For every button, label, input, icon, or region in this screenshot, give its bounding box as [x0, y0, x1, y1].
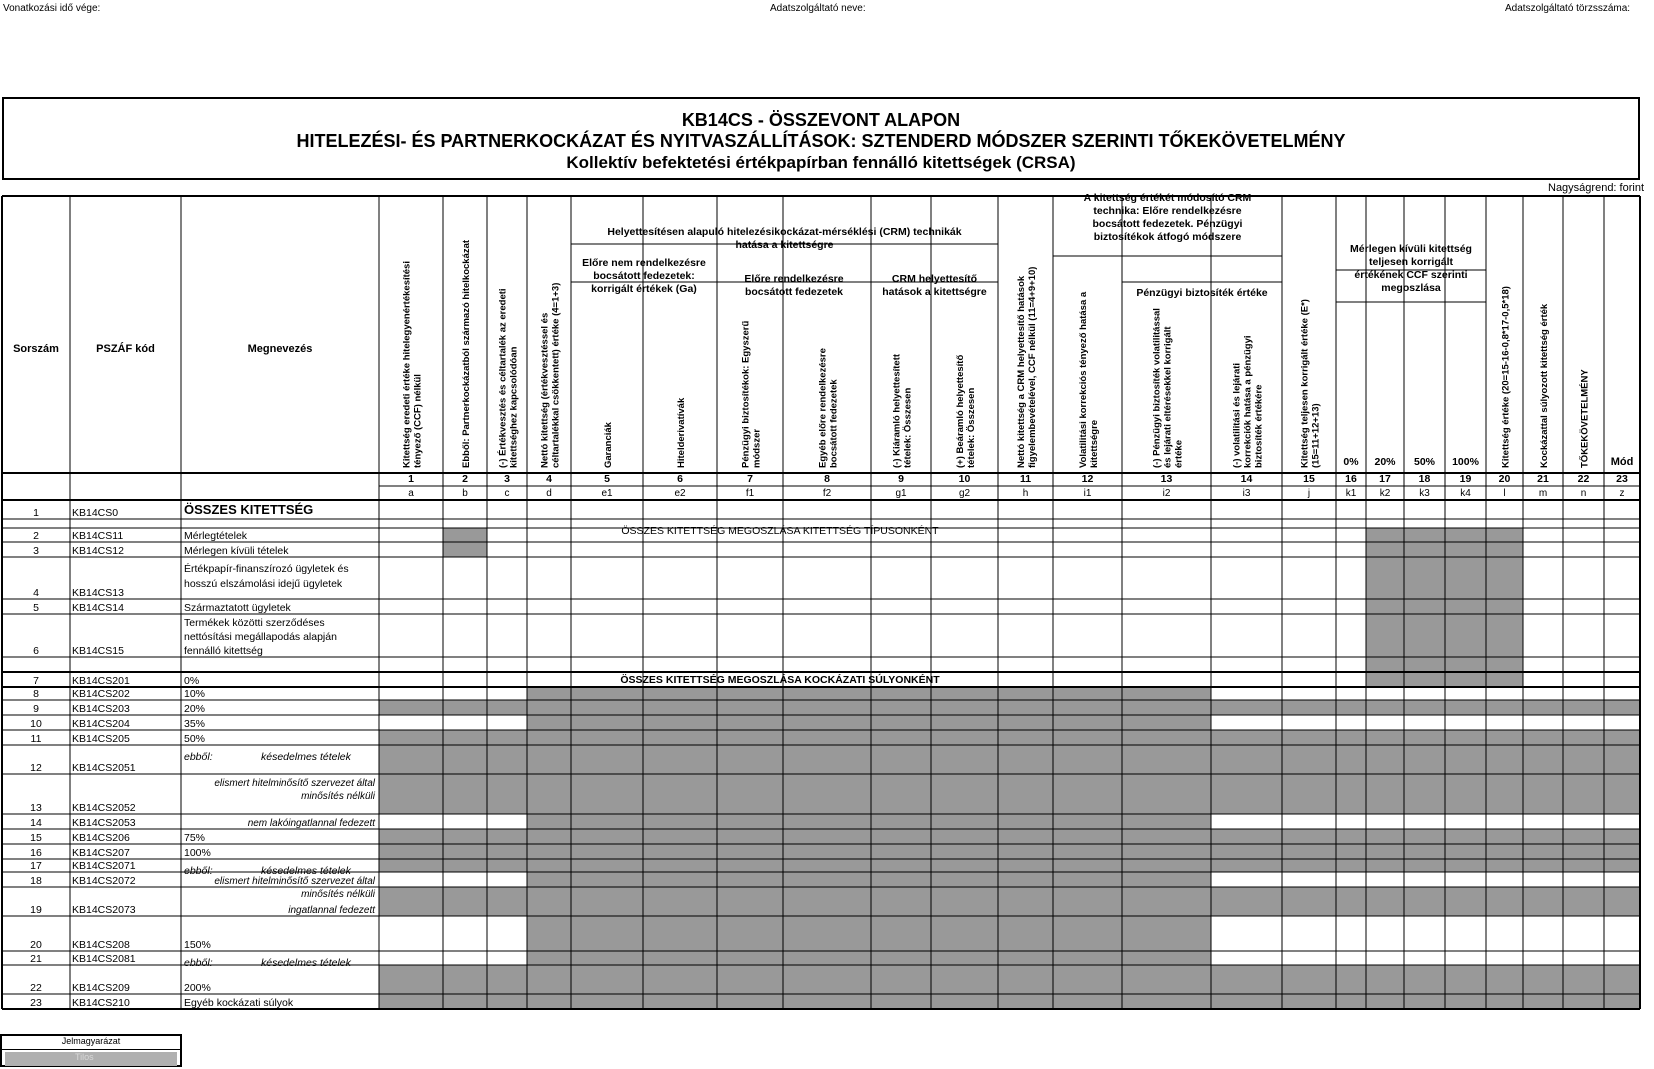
name-header: Megnevezés [247, 343, 313, 355]
row-code: KB14CS2052 [72, 802, 136, 814]
row-number: 7 [33, 675, 39, 687]
row-number: 11 [30, 733, 42, 745]
shaded-cell [379, 730, 571, 814]
group-header-unfunded: korrigált értékek (Ga) [591, 283, 697, 295]
report-code-title: KB14CS - ÖSSZEVONT ALAPON [681, 110, 961, 130]
row-code: KB14CS207 [72, 847, 130, 859]
row-name: késedelmes tételek [261, 751, 351, 763]
shaded-cell [1211, 730, 1640, 814]
vertical-header: Hitelderivatívák [676, 397, 687, 468]
section-by-weight: ÖSSZES KITETTSÉG MEGOSZLÁSA KOCKÁZATI SÚLYONKÉNT [620, 674, 940, 686]
column-number: 7 [747, 473, 753, 485]
group-header-funded: Előre rendelkezésre [744, 273, 844, 285]
row-name: nettósítási megállapodás alapján [184, 631, 337, 643]
legend-box [0, 1034, 182, 1067]
column-number: 18 [1418, 473, 1431, 485]
vertical-header: Kitettség értéke (20=15-16-0,8*17-0,5*18) [1500, 286, 1512, 468]
row-code: KB14CS205 [72, 733, 130, 745]
group-header-funded: bocsátott fedezetek [744, 286, 844, 298]
pct-header: 100% [1452, 456, 1479, 468]
column-letter: n [1580, 488, 1587, 499]
row-name: Egyéb kockázati súlyok [184, 997, 294, 1009]
row-number: 18 [30, 875, 42, 887]
code-header: PSZÁF kód [96, 343, 155, 355]
row-number: 10 [30, 718, 42, 730]
row-name: nem lakóingatlannal fedezett [247, 818, 375, 829]
row-name: 0% [184, 675, 200, 687]
vertical-header: TŐKEKÖVETELMÉNY [1579, 369, 1591, 468]
row-code: KB14CS206 [72, 832, 130, 844]
row-name: 150% [184, 939, 211, 951]
column-number: 17 [1379, 473, 1391, 485]
row-name: minősítés nélküli [301, 889, 375, 900]
vertical-header: Garanciák [603, 422, 614, 468]
vertical-header: (+) Beáramló helyettesítő [955, 354, 966, 468]
period-end-label: Vonatkozási idő vége: [3, 3, 101, 14]
report-subtitle: Kollektív befektetési értékpapírban fennálló kitettségek (CRSA) [566, 153, 1076, 172]
column-number: 1 [408, 473, 414, 485]
group-header-fin-collateral: Pénzügyi biztosíték értéke [1136, 287, 1268, 299]
row-code: KB14CS11 [72, 530, 124, 542]
vertical-header: Kitettség eredeti értéke hitelegyenértékesítési [401, 261, 413, 468]
row-name: 35% [184, 718, 206, 730]
shaded-cell [379, 700, 571, 715]
vertical-header: kitettségre [1089, 419, 1100, 468]
shaded-cell [1211, 700, 1640, 715]
shaded-cell [1211, 829, 1640, 872]
column-number: 11 [1019, 473, 1032, 485]
group-header-crm-effects: CRM helyettesítő [891, 273, 978, 285]
row-code: KB14CS209 [72, 982, 130, 994]
row-prefix: ebből: [184, 957, 213, 969]
column-letter: j [1307, 488, 1311, 499]
row-name: minősítés nélküli [301, 791, 375, 802]
vertical-header: értéke [1173, 440, 1185, 468]
row-number: 5 [33, 602, 39, 614]
vertical-header: Nettó kitettség (értékvesztéssel és [539, 312, 551, 468]
row-name: Mérlegen kívüli tételek [184, 545, 289, 557]
unit-label: Nagyságrend: forint [1548, 182, 1644, 194]
row-code: KB14CS210 [72, 997, 130, 1009]
vertical-header: figyelembevételével, CCF nélkül (11=4+9+10) [1027, 266, 1038, 468]
row-number: 8 [33, 688, 39, 700]
legend-shaded-swatch: Tilos [5, 1052, 177, 1066]
row-number: 6 [33, 645, 39, 657]
column-letter: e2 [674, 488, 686, 499]
vertical-header: tételek: Összesen [902, 387, 914, 468]
row-code: KB14CS202 [72, 688, 130, 700]
column-number: 23 [1616, 473, 1628, 485]
column-number: 4 [546, 473, 552, 485]
row-name: 50% [184, 733, 206, 745]
vertical-header: tételek: Összesen [966, 387, 977, 468]
column-letter: a [408, 488, 414, 499]
column-number: 5 [604, 473, 610, 485]
shaded-cell [487, 994, 527, 1009]
group-header-off-balance: megoszlása [1381, 282, 1441, 294]
vertical-header: Egyéb előre rendelkezésre [817, 348, 829, 468]
row-code: KB14CS2071 [72, 860, 136, 872]
row-prefix: ebből: [184, 865, 213, 877]
column-number: 2 [462, 473, 468, 485]
column-letter: k2 [1379, 488, 1391, 499]
row-code: KB14CS2051 [72, 762, 136, 774]
vertical-header: Kitettség teljesen korrigált értéke (E*) [1299, 299, 1311, 468]
row-number: 15 [30, 832, 42, 844]
row-number: 13 [30, 802, 42, 814]
vertical-header: tényező (CCF) nélkül [412, 374, 424, 468]
group-header-crm-tech: A kitettség értékét módosító CRM [1083, 192, 1252, 204]
column-letter: l [1503, 488, 1506, 499]
group-header-crm-effects: hatások a kitettségre [882, 286, 987, 298]
vertical-header: korrekciók hatása a pénzügyi [1242, 335, 1254, 468]
column-letter: m [1538, 488, 1548, 499]
column-letter: i3 [1242, 488, 1251, 499]
row-name: ingatlannal fedezett [288, 905, 375, 916]
group-header-unfunded: bocsátott fedezetek: [593, 270, 695, 282]
vertical-header: Kockázattal súlyozott kitettség érték [1539, 303, 1550, 468]
group-header-off-balance: értékének CCF szerinti [1354, 269, 1468, 281]
row-number: 16 [30, 847, 42, 859]
row-code: KB14CS12 [72, 545, 124, 557]
column-letter: z [1619, 488, 1625, 499]
shaded-cell [1211, 965, 1640, 1009]
row-number: 12 [30, 762, 42, 774]
shaded-cell [379, 994, 443, 1009]
column-letter: i2 [1162, 488, 1171, 499]
column-number: 15 [1303, 473, 1315, 485]
group-header-unfunded: Előre nem rendelkezésre [582, 257, 706, 269]
row-name: Mérlegtételek [184, 530, 248, 542]
row-name: elismert hitelminősítő szervezet által [214, 778, 375, 789]
column-number: 12 [1081, 473, 1094, 485]
column-number: 10 [958, 473, 971, 485]
row-name: Termékek közötti szerződéses [184, 617, 325, 629]
group-header-crm: Helyettesítésen alapuló hitelezésikockázat-mérséklési (CRM) technikák [607, 226, 962, 238]
vertical-header: Pénzügyi biztosítékok: Egyszerű [740, 320, 752, 468]
row-name: késedelmes tételek [261, 865, 351, 877]
row-number: 1 [33, 507, 39, 519]
column-number: 19 [1459, 473, 1472, 485]
row-number: 23 [30, 997, 42, 1009]
pct-header: 0% [1343, 456, 1359, 468]
group-header-off-balance: Mérlegen kívüli kitettség [1350, 243, 1472, 255]
column-number: 3 [504, 473, 510, 485]
column-number: 21 [1537, 473, 1549, 485]
row-prefix: ebből: [184, 751, 213, 763]
row-name: 100% [184, 847, 211, 859]
vertical-header: (-) Kiáramló helyettesített [891, 353, 903, 468]
vertical-header: Volatilitási korrekciós tényező hatása a [1078, 291, 1089, 468]
column-letter: g1 [895, 488, 907, 499]
group-header-crm: hatása a kitettségre [735, 239, 834, 251]
vertical-header: biztosíték értékére [1253, 384, 1265, 468]
row-number: 14 [30, 817, 42, 829]
vertical-header: (-) Értékvesztés és céltartalék az eredeti [497, 288, 509, 468]
row-number: 4 [33, 587, 39, 599]
column-letter: e1 [601, 488, 613, 499]
column-number: 13 [1160, 473, 1173, 485]
pct-header: 50% [1413, 456, 1436, 468]
section-by-type: ÖSSZES KITETTSÉG MEGOSZLÁSA KITETTSÉG TÍPUSONKÉNT [621, 525, 939, 537]
column-letter: c [504, 488, 510, 499]
row-number: 3 [33, 545, 39, 557]
column-letter: i1 [1083, 488, 1092, 499]
vertical-header: kitettséghez kapcsolódóan [508, 346, 520, 468]
legend-title: Jelmagyarázat [2, 1036, 180, 1050]
column-number: 9 [898, 473, 904, 485]
vertical-header: (-) volatilitási és lejárati [1231, 362, 1243, 468]
shaded-cell [379, 887, 571, 916]
group-header-off-balance: teljesen korrigált [1368, 256, 1454, 268]
row-name: 20% [184, 703, 206, 715]
row-code: KB14CS2072 [72, 875, 136, 887]
column-letter: f1 [745, 488, 755, 499]
column-letter: d [546, 488, 552, 499]
row-name: késedelmes tételek [261, 957, 351, 969]
group-header-crm-tech: bocsátott fedezetek. Pénzügyi [1092, 218, 1243, 230]
column-letter: k4 [1460, 488, 1471, 499]
vertical-header: és lejárati eltérésekkel korrigált [1162, 326, 1174, 468]
provider-name-label: Adatszolgáltató neve: [770, 3, 866, 14]
column-number: 6 [677, 473, 683, 485]
vertical-header: Ebből: Partnerkockázatból származó hitelkockázat [461, 239, 472, 468]
row-code: KB14CS2073 [72, 904, 136, 916]
vertical-header: céltartalékkal csökkentett) értéke (4=1+3) [550, 282, 562, 468]
row-name: 75% [184, 832, 206, 844]
row-code: KB14CS2053 [72, 817, 136, 829]
provider-id-label: Adatszolgáltató törzsszáma: [1505, 3, 1631, 14]
mod-header: Mód [1610, 456, 1634, 468]
shaded-cell [527, 687, 1211, 1009]
row-code: KB14CS2081 [72, 953, 136, 965]
row-name: hosszú elszámolási idejű ügyletek [184, 578, 343, 590]
row-number: 2 [33, 530, 39, 542]
row-name: fennálló kitettség [184, 645, 263, 657]
row-code: KB14CS14 [72, 602, 124, 614]
row-name: 10% [184, 688, 206, 700]
row-number: 22 [30, 982, 42, 994]
vertical-header: Nettó kitettség a CRM helyettesítő hatások [1016, 275, 1027, 468]
report-main-title: HITELEZÉSI- ÉS PARTNERKOCKÁZAT ÉS NYITVASZÁLLÍTÁSOK: SZTENDERD MÓDSZER SZERINTI TŐKEKÖVETELMÉNY [296, 131, 1346, 151]
column-letter: k1 [1345, 488, 1357, 499]
column-letter: f2 [822, 488, 832, 499]
column-number: 8 [824, 473, 830, 485]
row-number: 20 [30, 939, 42, 951]
vertical-header: módszer [751, 428, 763, 468]
vertical-header: bocsátott fedezetek [828, 379, 840, 468]
column-number: 22 [1577, 473, 1590, 485]
row-name: Értékpapír-finanszírozó ügyletek és [184, 563, 349, 575]
column-letter: g2 [958, 488, 971, 499]
row-number: 9 [33, 703, 39, 715]
row-code: KB14CS208 [72, 939, 130, 951]
group-header-crm-tech: biztosítékok átfogó módszere [1093, 231, 1242, 243]
row-code: KB14CS15 [72, 645, 124, 657]
row-code: KB14CS13 [72, 587, 124, 599]
row-code: KB14CS204 [72, 718, 130, 730]
pct-header: 20% [1374, 456, 1396, 468]
column-letter: k3 [1419, 488, 1430, 499]
row-name: elismert hitelminősítő szervezet által [214, 876, 375, 887]
vertical-header: (-) Pénzügyi biztosíték volatilitással [1151, 308, 1163, 468]
row-name: 200% [184, 982, 211, 994]
column-letter: b [462, 488, 468, 499]
shaded-cell [379, 829, 571, 872]
row-number: 17 [30, 860, 42, 872]
column-letter: h [1022, 488, 1029, 499]
vertical-header: (15=11+12+13) [1310, 403, 1322, 468]
column-number: 16 [1345, 473, 1357, 485]
row-name: ÖSSZES KITETTSÉG [184, 502, 314, 517]
row-code: KB14CS201 [72, 675, 130, 687]
row-number: 19 [30, 904, 42, 916]
row-number: 21 [30, 953, 42, 965]
sorszam-header: Sorszám [13, 343, 59, 355]
row-code: KB14CS203 [72, 703, 130, 715]
column-number: 14 [1240, 473, 1253, 485]
group-header-crm-tech: technika: Előre rendelkezésre [1093, 205, 1242, 217]
row-code: KB14CS0 [72, 507, 119, 519]
shaded-cell [1211, 887, 1640, 916]
row-name: Származtatott ügyletek [184, 602, 291, 614]
column-number: 20 [1498, 473, 1511, 485]
